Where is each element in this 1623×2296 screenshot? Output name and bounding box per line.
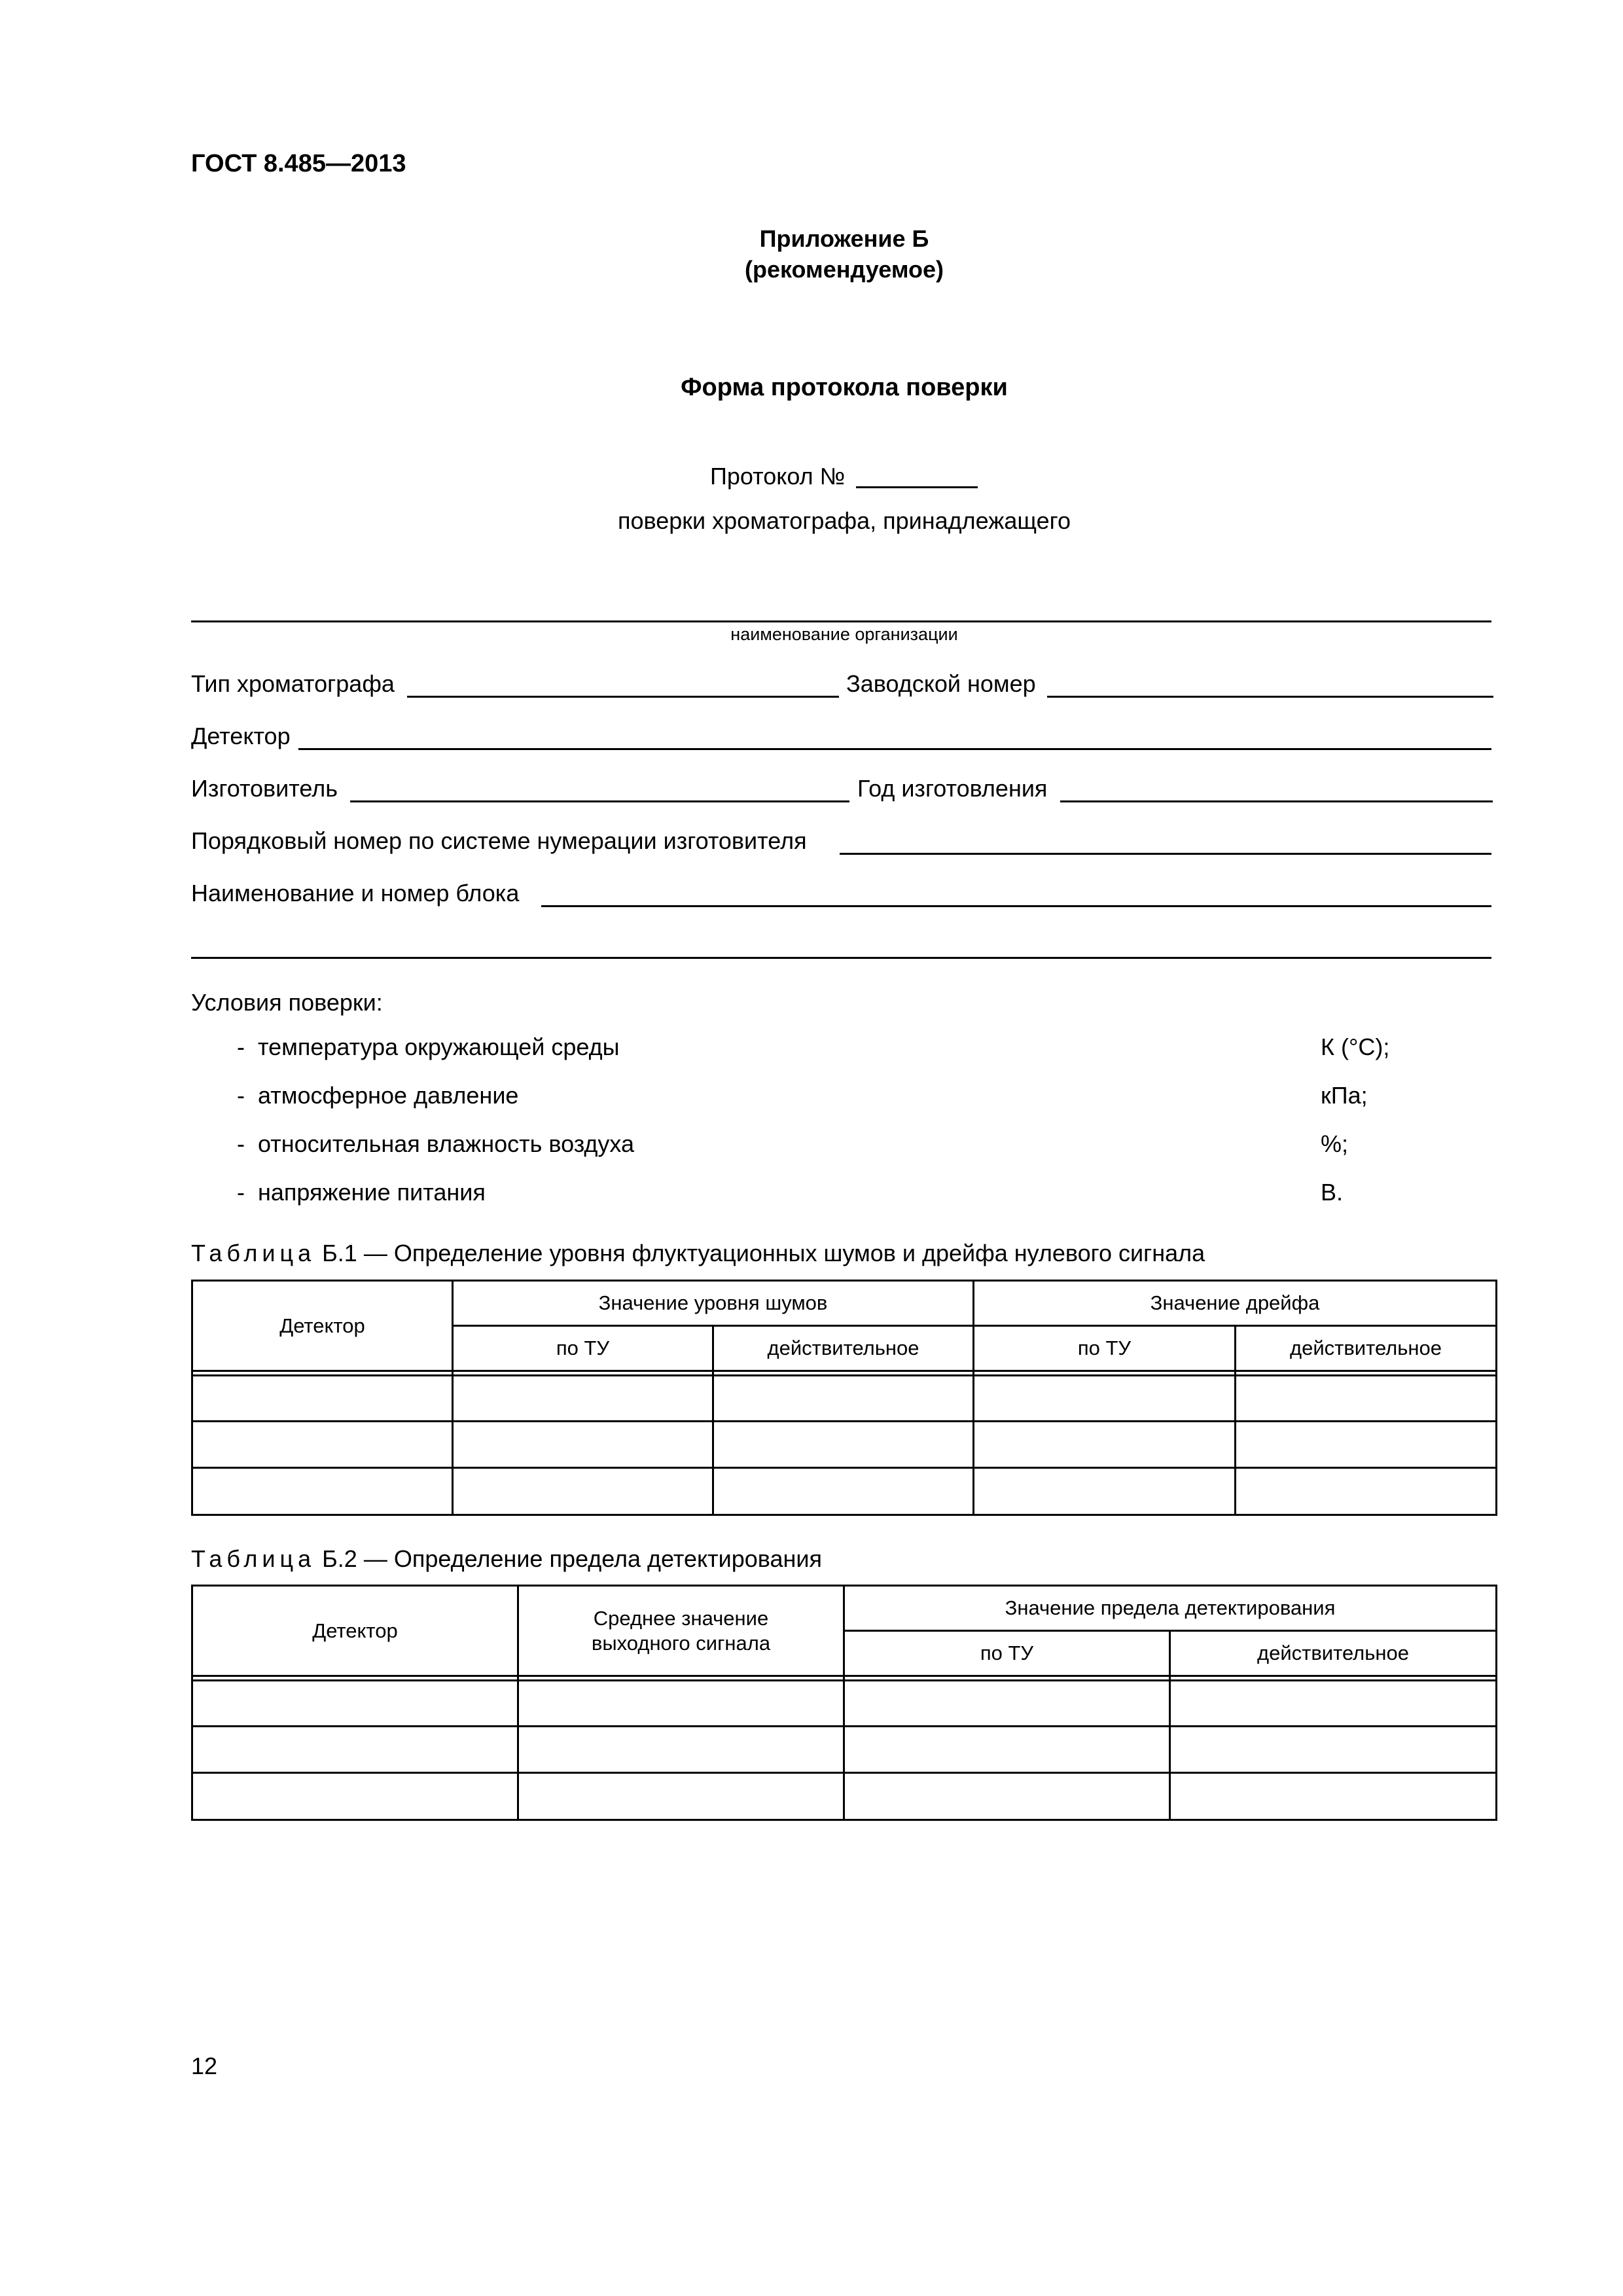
condition-voltage-label: напряжение питания	[258, 1179, 486, 1206]
table2-caption-text: Б.2 — Определение предела детектирования	[322, 1545, 823, 1572]
table2-header-average-line1: Среднее значение	[593, 1606, 769, 1630]
table-cell[interactable]	[518, 1681, 844, 1727]
table-cell[interactable]	[1170, 1681, 1497, 1727]
chromatograph-type-field[interactable]	[407, 696, 839, 698]
chromatograph-type-label: Тип хроматографа	[191, 670, 395, 697]
table-cell[interactable]	[518, 1727, 844, 1773]
condition-voltage-unit: В.	[1321, 1179, 1344, 1206]
table-cell[interactable]	[974, 1422, 1236, 1468]
manufacturer-label: Изготовитель	[191, 775, 338, 802]
table-cell[interactable]	[1236, 1376, 1497, 1422]
table1-header-drift: Значение дрейфа	[974, 1281, 1497, 1326]
table-cell[interactable]	[518, 1773, 844, 1820]
appendix-status: (рекомендуемое)	[745, 256, 944, 283]
table2-header-limit: Значение предела детектирования	[844, 1586, 1497, 1631]
table2-header-average-line2: выходного сигнала	[591, 1631, 771, 1655]
condition-humidity-label: относительная влажность воздуха	[258, 1130, 635, 1157]
table2-caption	[191, 1545, 822, 1573]
protocol-subtitle: поверки хроматографа, принадлежащего	[618, 507, 1071, 534]
table-cell[interactable]	[713, 1376, 974, 1422]
table-row	[192, 1681, 1497, 1727]
table1-header-drift-tu: по ТУ	[974, 1326, 1236, 1371]
table-cell[interactable]	[974, 1376, 1236, 1422]
table-row	[192, 1727, 1497, 1773]
condition-humidity-unit: %;	[1321, 1130, 1349, 1157]
table-row	[192, 1376, 1497, 1422]
serial-number-field[interactable]	[1047, 696, 1493, 698]
page-number: 12	[191, 2053, 218, 2079]
table-cell[interactable]	[844, 1681, 1170, 1727]
detector-label: Детектор	[191, 723, 291, 749]
extra-line-field[interactable]	[191, 957, 1491, 959]
seq-number-field[interactable]	[840, 853, 1491, 855]
manufacturer-field[interactable]	[350, 800, 849, 802]
condition-bullet: -	[237, 1179, 245, 1206]
table-cell[interactable]	[844, 1727, 1170, 1773]
table-cell[interactable]	[453, 1468, 713, 1515]
protocol-label: Протокол №	[710, 463, 846, 490]
table-cell[interactable]	[1170, 1773, 1497, 1820]
appendix-title: Приложение Б	[759, 225, 929, 252]
organization-caption: наименование организации	[730, 624, 958, 644]
table1	[191, 1280, 1497, 1516]
table-cell[interactable]	[453, 1376, 713, 1422]
table-cell[interactable]	[1170, 1727, 1497, 1773]
document-code: ГОСТ 8.485—2013	[191, 150, 406, 177]
seq-number-label: Порядковый номер по системе нумерации изготовителя	[191, 827, 807, 854]
table1-header-drift-actual: действительное	[1236, 1326, 1497, 1371]
table-cell[interactable]	[844, 1773, 1170, 1820]
conditions-title: Условия поверки:	[191, 989, 383, 1016]
table-cell[interactable]	[192, 1681, 518, 1727]
table-cell[interactable]	[974, 1468, 1236, 1515]
year-label: Год изготовления	[857, 775, 1048, 802]
condition-bullet: -	[237, 1033, 245, 1060]
table-row	[192, 1468, 1497, 1515]
table-row	[192, 1773, 1497, 1820]
table2-header-average	[518, 1586, 844, 1676]
table-cell[interactable]	[713, 1468, 974, 1515]
table1-header-noise-tu: по ТУ	[453, 1326, 713, 1371]
table-cell[interactable]	[1236, 1468, 1497, 1515]
table-cell[interactable]	[713, 1422, 974, 1468]
condition-pressure-label: атмосферное давление	[258, 1082, 519, 1109]
block-name-label: Наименование и номер блока	[191, 880, 520, 906]
table1-header-detector: Детектор	[192, 1281, 453, 1371]
year-field[interactable]	[1060, 800, 1493, 802]
table2	[191, 1585, 1497, 1821]
condition-temperature-unit: К (°С);	[1321, 1033, 1390, 1060]
protocol-number-line[interactable]	[856, 486, 978, 488]
table1-caption	[191, 1239, 1205, 1268]
condition-bullet: -	[237, 1082, 245, 1109]
table-cell[interactable]	[1236, 1422, 1497, 1468]
organization-line[interactable]	[191, 620, 1491, 622]
block-name-field[interactable]	[541, 905, 1491, 907]
table-cell[interactable]	[192, 1376, 453, 1422]
condition-temperature-label: температура окружающей среды	[258, 1033, 620, 1060]
table2-header-detector: Детектор	[192, 1586, 518, 1676]
table-cell[interactable]	[192, 1468, 453, 1515]
table-cell[interactable]	[192, 1422, 453, 1468]
condition-bullet: -	[237, 1130, 245, 1157]
table2-header-limit-actual: действительное	[1170, 1631, 1497, 1676]
condition-pressure-unit: кПа;	[1321, 1082, 1368, 1109]
table2-header-limit-tu: по ТУ	[844, 1631, 1170, 1676]
table1-header-noise: Значение уровня шумов	[453, 1281, 974, 1326]
form-title: Форма протокола поверки	[681, 374, 1008, 401]
serial-number-label: Заводской номер	[846, 670, 1036, 697]
table-cell[interactable]	[453, 1422, 713, 1468]
detector-field[interactable]	[298, 748, 1491, 750]
table1-caption-text: Б.1 — Определение уровня флуктуационных шумов и дрейфа нулевого сигнала	[322, 1240, 1205, 1266]
table1-caption-prefix: Таблица	[191, 1240, 316, 1266]
table-cell[interactable]	[192, 1727, 518, 1773]
table2-caption-prefix: Таблица	[191, 1545, 316, 1572]
table1-header-noise-actual: действительное	[713, 1326, 974, 1371]
table-row	[192, 1422, 1497, 1468]
table-cell[interactable]	[192, 1773, 518, 1820]
